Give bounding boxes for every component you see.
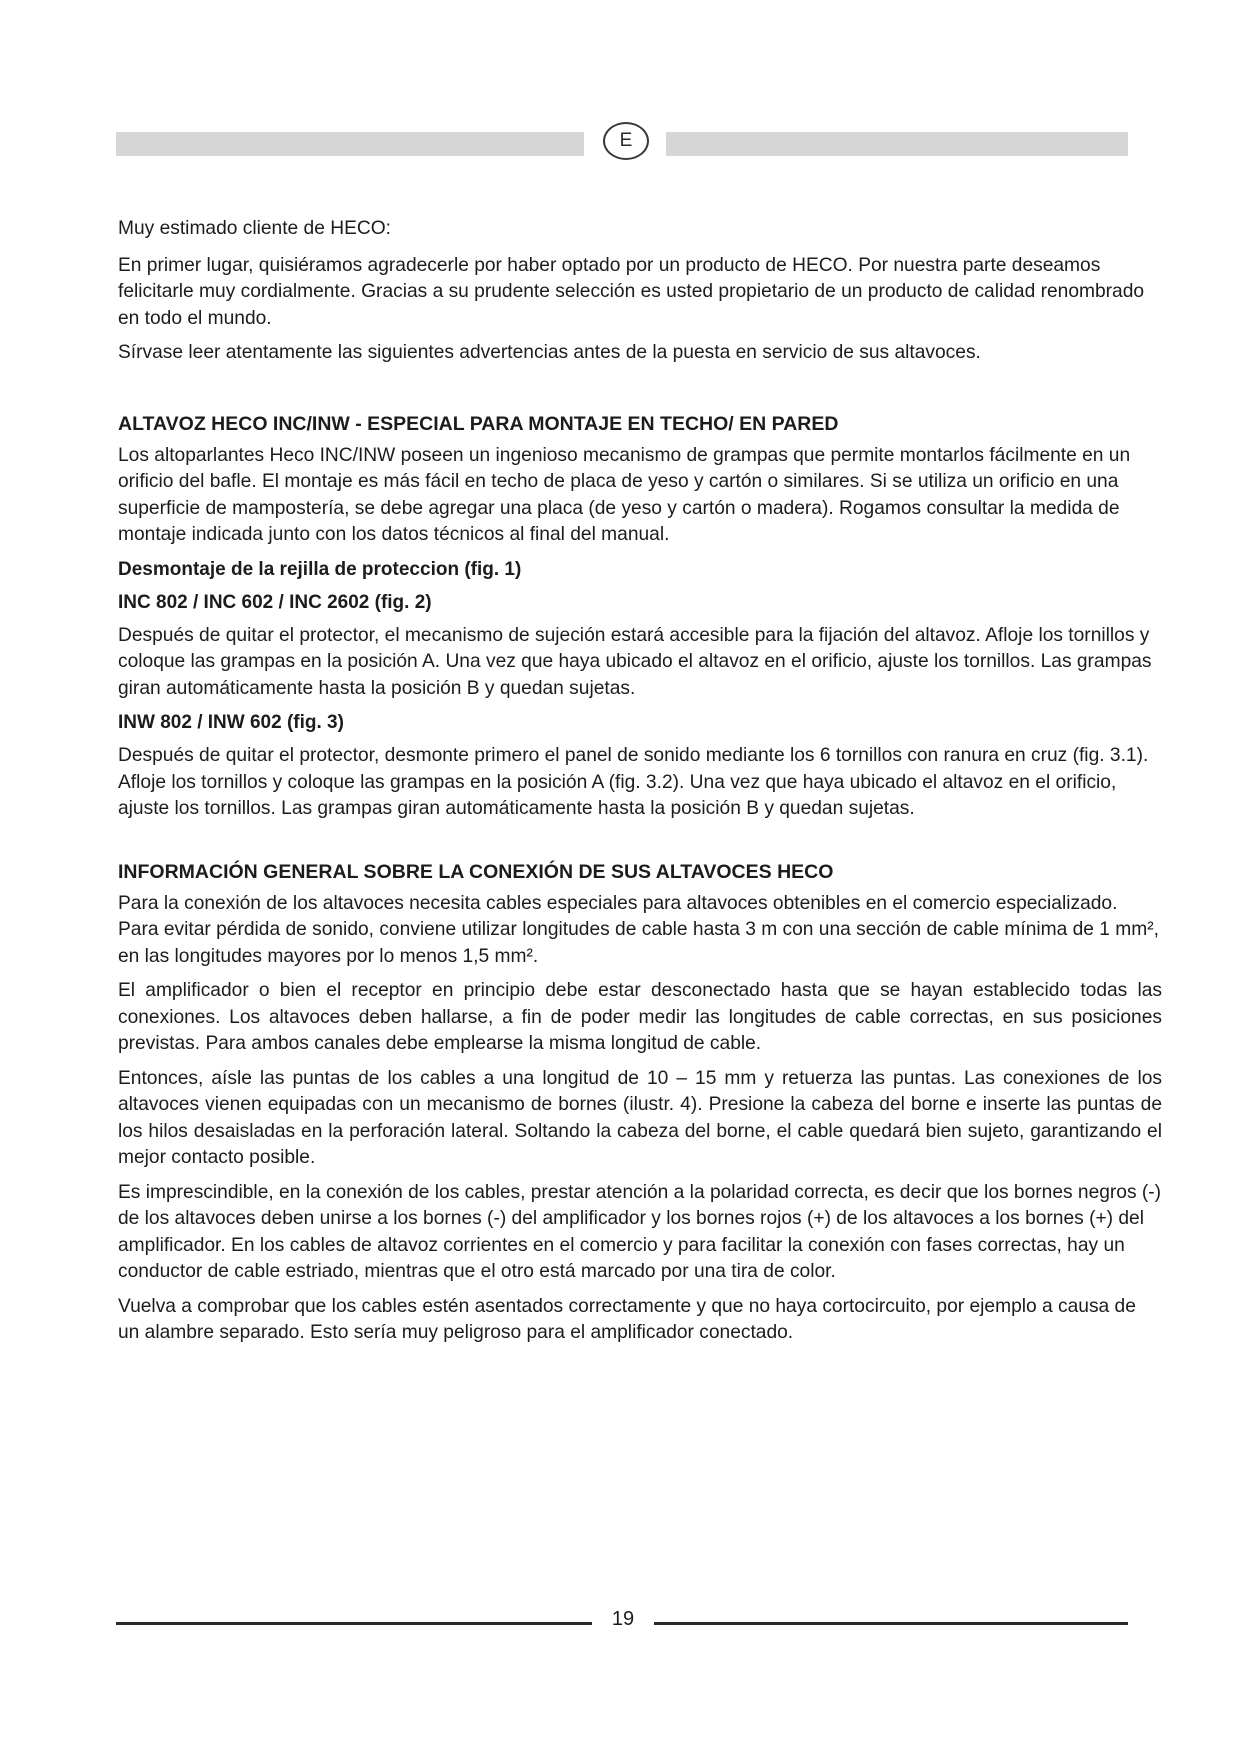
- intro-paragraph-1: En primer lugar, quisiéramos agradecerle por haber optado por un producto de HECO. Por nuestra parte deseamos felicitarle muy cordialmente. Gracias a su prudente selección es usted propietario de un producto de calidad renombrado en todo el mundo.: [118, 254, 1145, 329]
- connection-paragraph-2: El amplificador o bien el receptor en principio debe estar desconectado hasta que se hayan establecido todas las conexiones. Los altavoces deben hallarse, a fin de poder medir las longitudes de cable correctas, en sus posiciones previstas. Para ambos canales debe emplearse la misma longitud de cable.: [118, 980, 1162, 1054]
- page-number: 19: [611, 1608, 635, 1630]
- spacer: [118, 375, 1162, 411]
- page-footer: [116, 1606, 1128, 1640]
- salutation: Muy estimado cliente de HECO:: [118, 218, 392, 239]
- connection-paragraph-3: Entonces, aísle las puntas de los cables a una longitud de 10 – 15 mm y retuerza las puntas. Las conexiones de los altavoces vienen equipadas con un mecanismo de bornes (ilustr. 4). Presione la cabeza del borne e inserte las puntas de los hilos desaisladas en la perforación lateral. Soltando la cabeza del borne, el cable quedará bien sujeto, garantizando el mejor contacto posible.: [118, 1067, 1162, 1168]
- inc-paragraph: Después de quitar el protector, el mecanismo de sujeción estará accesible para la fijación del altavoz. Afloje los tornillos y coloque las grampas en la posición A. Una vez que haya ubicado el altavoz en el orificio, ajuste los tornillos. Las grampas giran automáticamente hasta la posición B y quedan sujetas.: [118, 624, 1152, 699]
- subheading-inc-models: INC 802 / INC 602 / INC 2602 (fig. 2): [118, 591, 432, 613]
- mounting-paragraph-1: Los altoparlantes Heco INC/INW poseen un ingenioso mecanismo de grampas que permite montarlos fácilmente en un orificio del bafle. El montaje es más fácil en techo de placa de yeso y cartón o similares. Si se utiliza un orificio en una superficie de mampostería, se debe agregar una placa (de yeso y cartón o madera). Rogamos consultar la medida de montaje indicada junto con los datos técnicos al final del manual.: [118, 444, 1131, 545]
- header-bar: [116, 132, 1128, 156]
- subheading-inw-models: INW 802 / INW 602 (fig. 3): [118, 712, 344, 733]
- inw-paragraph: Después de quitar el protector, desmonte primero el panel de sonido mediante los 6 tornillos con ranura en cruz (fig. 3.1). Afloje los tornillos y coloque las grampas en la posición A (fig. 3.2). Una vez que haya ubicado el altavoz en el orificio, ajuste los tornillos. Las grampas giran automáticamente hasta la posición B y quedan sujetas.: [118, 745, 1149, 819]
- footer-rule-right: [654, 1622, 1128, 1625]
- footer-rule-left: [116, 1622, 592, 1625]
- subheading-grille-removal: Desmontaje de la rejilla de proteccion (fig. 1): [118, 558, 522, 580]
- section-title-mounting: ALTAVOZ HECO INC/INW - ESPECIAL PARA MONTAJE EN TECHO/ EN PARED: [118, 412, 839, 435]
- header-bar-right: [666, 132, 1128, 156]
- document-body: [118, 216, 1162, 1355]
- connection-paragraph-5: Vuelva a comprobar que los cables estén asentados correctamente y que no haya cortocircuito, por ejemplo a causa de un alambre separado. Esto sería muy peligroso para el amplificador conectado.: [118, 1295, 1136, 1343]
- intro-paragraph-2: Sírvase leer atentamente las siguientes advertencias antes de la puesta en servicio de sus altavoces.: [118, 342, 981, 363]
- spacer: [118, 831, 1162, 859]
- language-badge: [600, 122, 652, 160]
- connection-paragraph-1: Para la conexión de los altavoces necesita cables especiales para altavoces obtenibles en el comercio especializado. Para evitar pérdida de sonido, conviene utilizar longitudes de cable hasta 3 m con una sección de cable mínima de 1 mm², en las longitudes mayores por lo menos 1,5 mm².: [118, 892, 1159, 967]
- connection-paragraph-4: Es imprescindible, en la conexión de los cables, prestar atención a la polaridad correcta, es decir que los bornes negros (-) de los altavoces deben unirse a los bornes (-) del amplificador y los bornes rojos (+) de los altavoces a los bornes (+) del amplificador. En los cables de altavoz corrientes en el comercio y para facilitar la conexión con fases correctas, hay un conductor de cable estriado, mientras que el otro está marcado por una tira de color.: [118, 1181, 1162, 1282]
- header-bar-left: [116, 132, 584, 156]
- section-title-connection: INFORMACIÓN GENERAL SOBRE LA CONEXIÓN DE SUS ALTAVOCES HECO: [118, 860, 834, 883]
- language-badge-label: E: [603, 122, 649, 160]
